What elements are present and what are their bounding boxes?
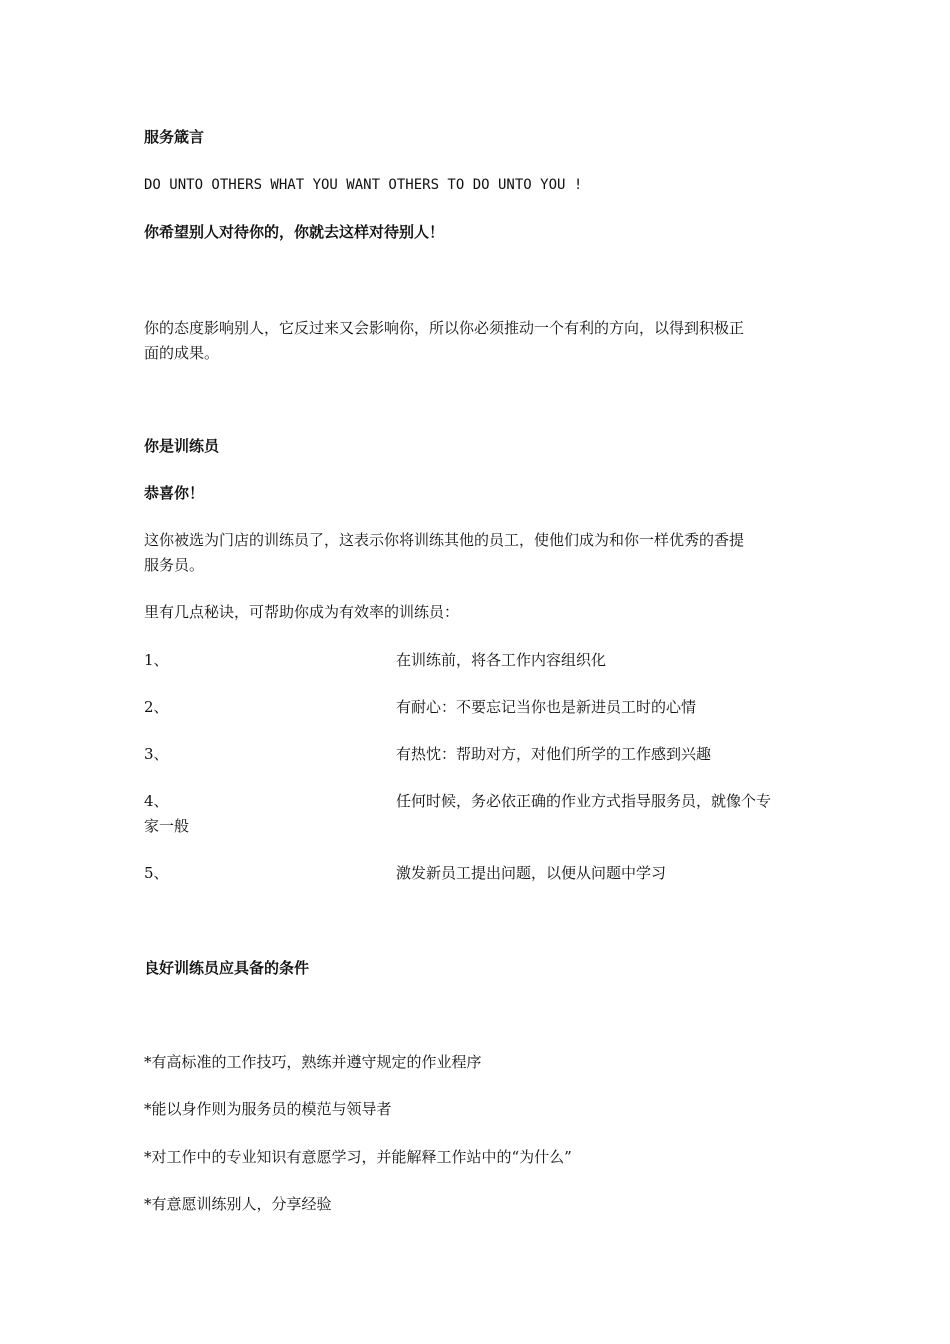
tip-text: 有耐心：不要忘记当你也是新进员工时的心情 — [396, 698, 697, 716]
condition-item: *有意愿训练别人，分享经验 — [144, 1195, 332, 1213]
attitude-paragraph-line-2: 面的成果。 — [144, 344, 220, 362]
motto-heading: 服务箴言 — [144, 128, 205, 146]
attitude-paragraph-line-1: 你的态度影响别人，它反过来又会影响你，所以你必须推动一个有利的方向，以得到积极正 — [144, 319, 745, 337]
conditions-heading: 良好训练员应具备的条件 — [144, 959, 310, 977]
tip-text: 任何时候，务必依正确的作业方式指导服务员，就像个专 — [396, 792, 772, 810]
selected-paragraph-line-2: 服务员。 — [144, 556, 205, 574]
condition-item: *对工作中的专业知识有意愿学习，并能解释工作站中的“为什么” — [144, 1148, 572, 1166]
selected-paragraph-line-1: 这你被选为门店的训练员了，这表示你将训练其他的员工，使他们成为和你一样优秀的香提 — [144, 531, 745, 549]
tip-number: 1、 — [144, 651, 169, 669]
tip-text-continuation: 家一般 — [144, 817, 190, 835]
tip-text: 在训练前，将各工作内容组织化 — [396, 651, 607, 669]
tip-number: 4、 — [144, 792, 169, 810]
tip-number: 2、 — [144, 698, 169, 716]
tip-text: 激发新员工提出问题，以便从问题中学习 — [396, 864, 667, 882]
trainer-heading: 你是训练员 — [144, 437, 220, 455]
tip-number: 3、 — [144, 745, 169, 763]
motto-chinese: 你希望别人对待你的，你就去这样对待别人！ — [144, 223, 445, 241]
congrats-text: 恭喜你！ — [144, 484, 205, 502]
tip-number: 5、 — [144, 864, 169, 882]
tip-text: 有热忱：帮助对方，对他们所学的工作感到兴趣 — [396, 745, 712, 763]
motto-english: DO UNTO OTHERS WHAT YOU WANT OTHERS TO DO UNTO YOU ! — [144, 177, 583, 193]
condition-item: *有高标准的工作技巧，熟练并遵守规定的作业程序 — [144, 1053, 482, 1071]
tips-intro: 里有几点秘诀，可帮助你成为有效率的训练员： — [144, 603, 460, 621]
condition-item: *能以身作则为服务员的模范与领导者 — [144, 1100, 392, 1118]
